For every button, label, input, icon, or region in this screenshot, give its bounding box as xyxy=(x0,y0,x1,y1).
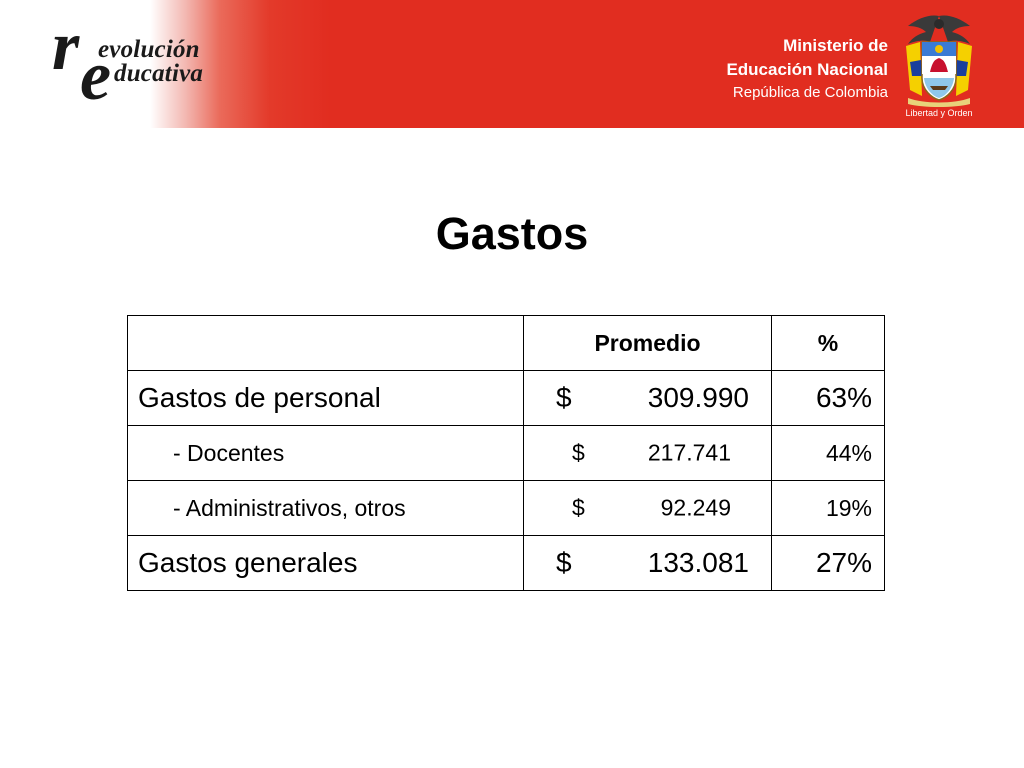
amount-value: 217.741 xyxy=(647,439,731,466)
header-cell-promedio: Promedio xyxy=(524,316,772,371)
table-row xyxy=(128,426,885,481)
row-label: - Administrativos, otros xyxy=(128,481,524,536)
currency-symbol: $ xyxy=(572,439,585,466)
amount-value: 133.081 xyxy=(647,547,749,578)
expenses-table xyxy=(127,315,885,591)
coat-of-arms-icon xyxy=(900,12,978,108)
logo-initial-r: r xyxy=(52,8,80,85)
ministry-line-3: República de Colombia xyxy=(732,84,888,101)
table-row xyxy=(128,481,885,536)
crest-motto: Libertad y Orden xyxy=(905,108,973,118)
row-amount xyxy=(524,536,772,591)
currency-symbol: $ xyxy=(556,547,572,578)
logo-initial-e: e xyxy=(80,38,112,115)
amount-value: 309.990 xyxy=(647,382,749,413)
header-banner xyxy=(0,0,1024,128)
header-cell-label xyxy=(128,316,524,371)
table-row xyxy=(128,536,885,591)
row-amount xyxy=(524,481,772,536)
revolucion-educativa-logo xyxy=(52,8,267,115)
row-label: - Docentes xyxy=(128,426,524,481)
row-percent: 27% xyxy=(772,536,885,591)
header-cell-percent: % xyxy=(772,316,885,371)
currency-symbol: $ xyxy=(572,494,585,521)
logo-word-bottom: ducativa xyxy=(114,60,204,87)
ministry-line-1: Ministerio de xyxy=(783,36,888,55)
logo-word-top: evolución xyxy=(98,36,200,63)
page-title: Gastos xyxy=(435,208,589,259)
table-row xyxy=(128,371,885,426)
row-amount xyxy=(524,426,772,481)
table-header-row xyxy=(128,316,885,371)
row-percent: 44% xyxy=(772,426,885,481)
row-percent: 63% xyxy=(772,371,885,426)
currency-symbol: $ xyxy=(556,382,572,413)
row-amount xyxy=(524,371,772,426)
ministry-name xyxy=(726,34,888,104)
row-label: Gastos generales xyxy=(128,536,524,591)
amount-value: 92.249 xyxy=(660,494,731,521)
colombia-coat-of-arms xyxy=(896,10,982,122)
row-percent: 19% xyxy=(772,481,885,536)
row-label: Gastos de personal xyxy=(128,371,524,426)
ministry-line-2: Educación Nacional xyxy=(726,60,888,79)
